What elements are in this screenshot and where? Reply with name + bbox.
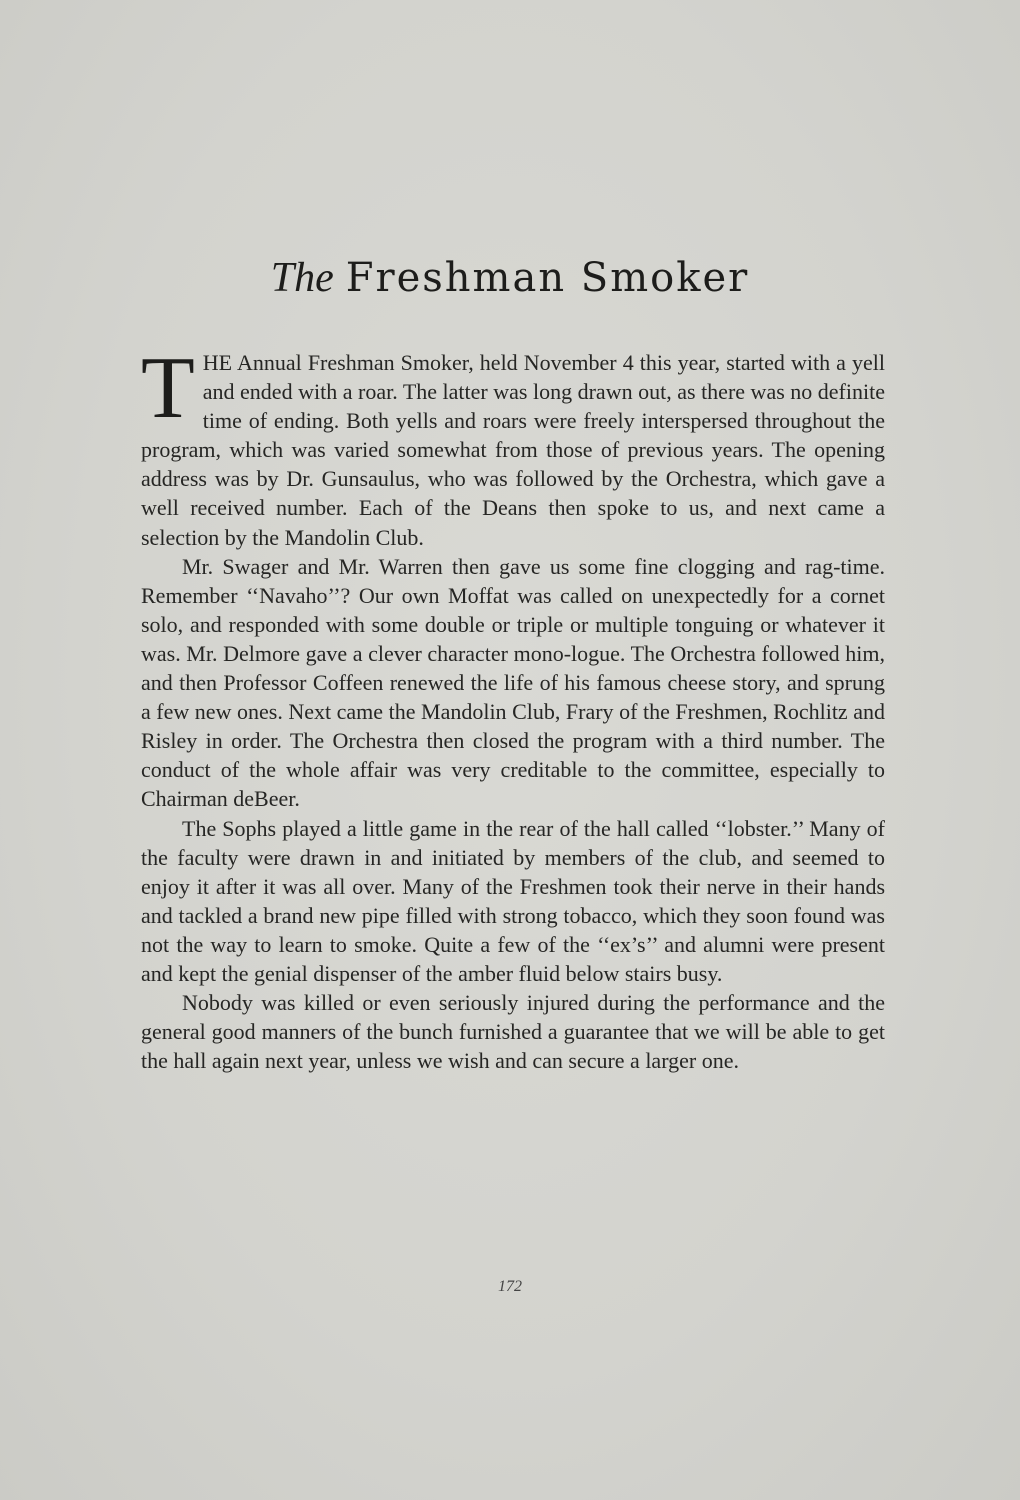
title-main: Freshman Smoker bbox=[345, 255, 750, 301]
paragraph-4: Nobody was killed or even seriously injured during the performance and the general good manners of the bunch furnished a guarantee that we will be able to get the hall again next year, unless we wish and can secure a larger one. bbox=[141, 990, 885, 1074]
page-title bbox=[0, 254, 1020, 302]
page-number: 172 bbox=[498, 1278, 522, 1295]
paragraph-1 bbox=[141, 340, 885, 552]
title-prefix: The bbox=[270, 255, 334, 301]
article-body bbox=[141, 340, 885, 1075]
paragraph-3: The Sophs played a little game in the rear of the hall called ‘‘lobster.’’ Many of the faculty were drawn in and initiated by members of the club, and seemed to enjoy it after it was all over. Many of the Freshmen took their nerve in their hands and tackled a brand new pipe filled with strong tobacco, which they soon found was not the way to learn to smoke. Quite a few of the ‘‘ex’s’’ and alumni were present and kept the genial dispenser of the amber fluid below stairs busy. bbox=[141, 815, 885, 986]
drop-cap: T bbox=[141, 340, 195, 437]
paragraph-2: Mr. Swager and Mr. Warren then gave us some fine clogging and rag-time. Remember ‘‘Navaho’’? Our own Moffat was called on unexpectedly for a cornet solo, and responded with some double or triple or multiple tonguing or whatever it was. Mr. Delmore gave a clever character mono-logue. The Orchestra followed him, and then Professor Coffeen renewed the life of his famous cheese story, and sprung a few new ones. Next came the Mandolin Club, Frary of the Freshmen, Rochlitz and Risley in order. The Orchestra then closed the program with a third number. The conduct of the whole affair was very creditable to the committee, especially to Chairman deBeer. bbox=[141, 553, 885, 812]
paragraph-1-text: HE Annual Freshman Smoker, held November 4 this year, started with a yell and ended with a roar. The latter was long drawn out, as there was no definite time of ending. Both yells and roars were freely interspersed throughout the program, which was varied somewhat from those of previous years. The opening address was by Dr. Gunsaulus, who was followed by the Orchestra, which gave a well received number. Each of the Deans then spoke to us, and next came a selection by the Mandolin Club. bbox=[141, 350, 885, 550]
